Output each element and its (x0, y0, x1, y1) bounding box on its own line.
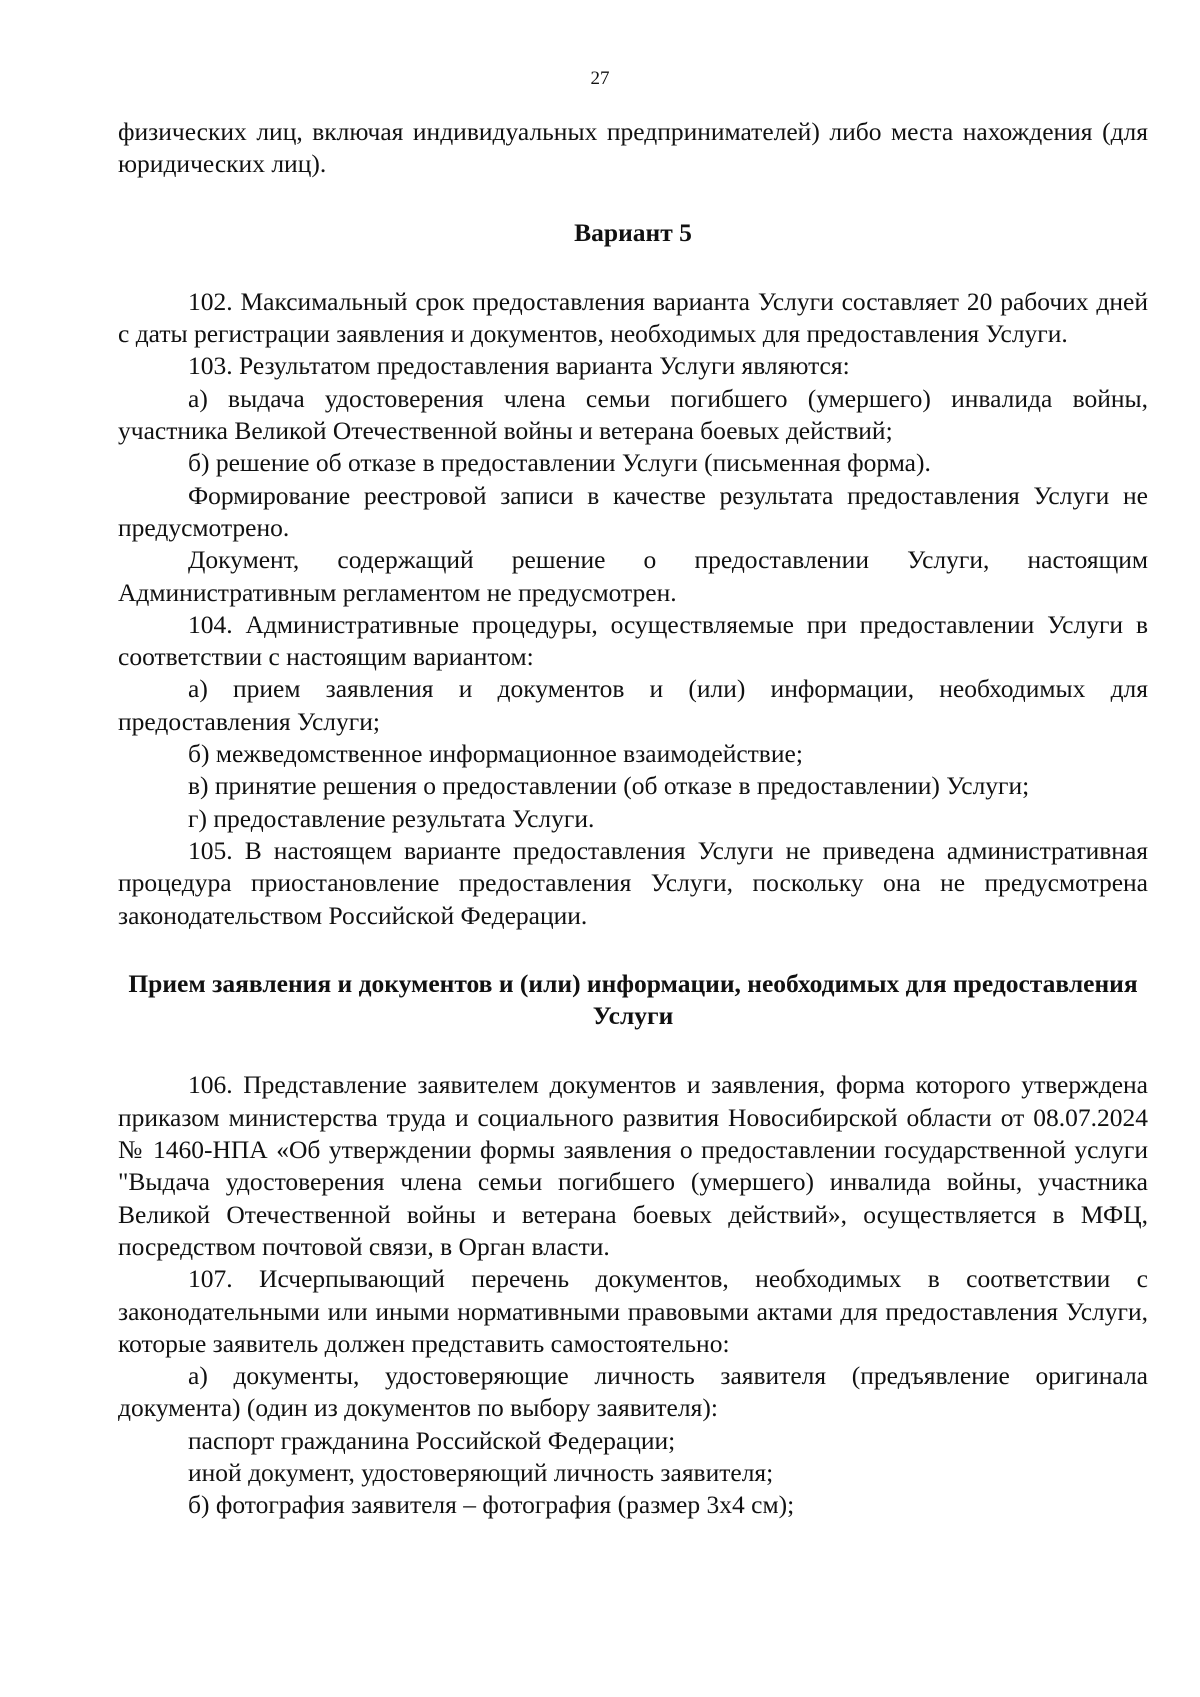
heading-variant-5: Вариант 5 (574, 217, 692, 247)
paragraph-102: 102. Максимальный срок предоставления варианта Услуги составляет 20 рабочих дней с даты регистрации заявления и документов, необходимых для предоставления Услуги. (118, 286, 1148, 349)
paragraph-103-a: а) выдача удостоверения члена семьи погибшего (умершего) инвалида войны, участника Великой Отечественной войны и ветерана боевых действий; (118, 383, 1148, 446)
paragraph-other-id: иной документ, удостоверяющий личность заявителя; (188, 1457, 774, 1487)
paragraph-continuation: физических лиц, включая индивидуальных предпринимателей) либо места нахождения (для юридических лиц). (118, 117, 1148, 179)
paragraph-107-a: а) документы, удостоверяющие личность заявителя (предъявление оригинала документа) (один из документов по выбору заявителя): (118, 1361, 1148, 1423)
paragraph-104-a: а) прием заявления и документов и (или) информации, необходимых для предоставления Услуги; (118, 674, 1148, 736)
document-body (118, 116, 1148, 1522)
paragraph-107-b: б) фотография заявителя – фотография (размер 3х4 см); (188, 1490, 795, 1520)
paragraph-103-b: б) решение об отказе в предоставлении Услуги (письменная форма). (188, 448, 931, 478)
paragraph-104-c: в) принятие решения о предоставлении (об отказе в предоставлении) Услуги; (188, 771, 1030, 801)
paragraph-104: 104. Административные процедуры, осуществляемые при предоставлении Услуги в соответствии с настоящим вариантом: (118, 609, 1148, 672)
paragraph-104-b: б) межведомственное информационное взаимодействие; (188, 739, 803, 769)
paragraph-106: 106. Представление заявителем документов и заявления, форма которого утверждена приказом министерства труда и социального развития Новосибирской области от 08.07.2024 № 1460-НПА «Об утверждении формы заявления о предоставлении государственной услуги "Выдача удостоверения члена семьи погибшего (умершего) инвалида войны, участника Великой Отечественной войны и ветерана боевых действий», осуществляется в МФЦ, посредством почтовой связи, в Орган власти. (118, 1070, 1148, 1261)
paragraph-107: 107. Исчерпывающий перечень документов, необходимых в соответствии с законодательными или иными нормативными правовыми актами для предоставления Услуги, которые заявитель должен представить самостоятельно: (118, 1264, 1148, 1358)
paragraph-103: 103. Результатом предоставления варианта Услуги являются: (188, 351, 850, 381)
page-number: 27 (590, 68, 610, 89)
paragraph-document-note: Документ, содержащий решение о предоставлении Услуги, настоящим Административным регламентом не предусмотрен. (118, 545, 1148, 607)
paragraph-registry-note: Формирование реестровой записи в качестве результата предоставления Услуги не предусмотрено. (118, 480, 1148, 542)
paragraph-passport: паспорт гражданина Российской Федерации; (188, 1425, 676, 1455)
paragraph-104-d: г) предоставление результата Услуги. (188, 803, 595, 833)
heading-application-intake: Прием заявления и документов и (или) информации, необходимых для предоставления Услуги (128, 968, 1138, 1031)
paragraph-105: 105. В настоящем варианте предоставления Услуги не приведена административная процедура приостановление предоставления Услуги, поскольку она не предусмотрена законодательством Российской Федерации. (118, 835, 1148, 930)
